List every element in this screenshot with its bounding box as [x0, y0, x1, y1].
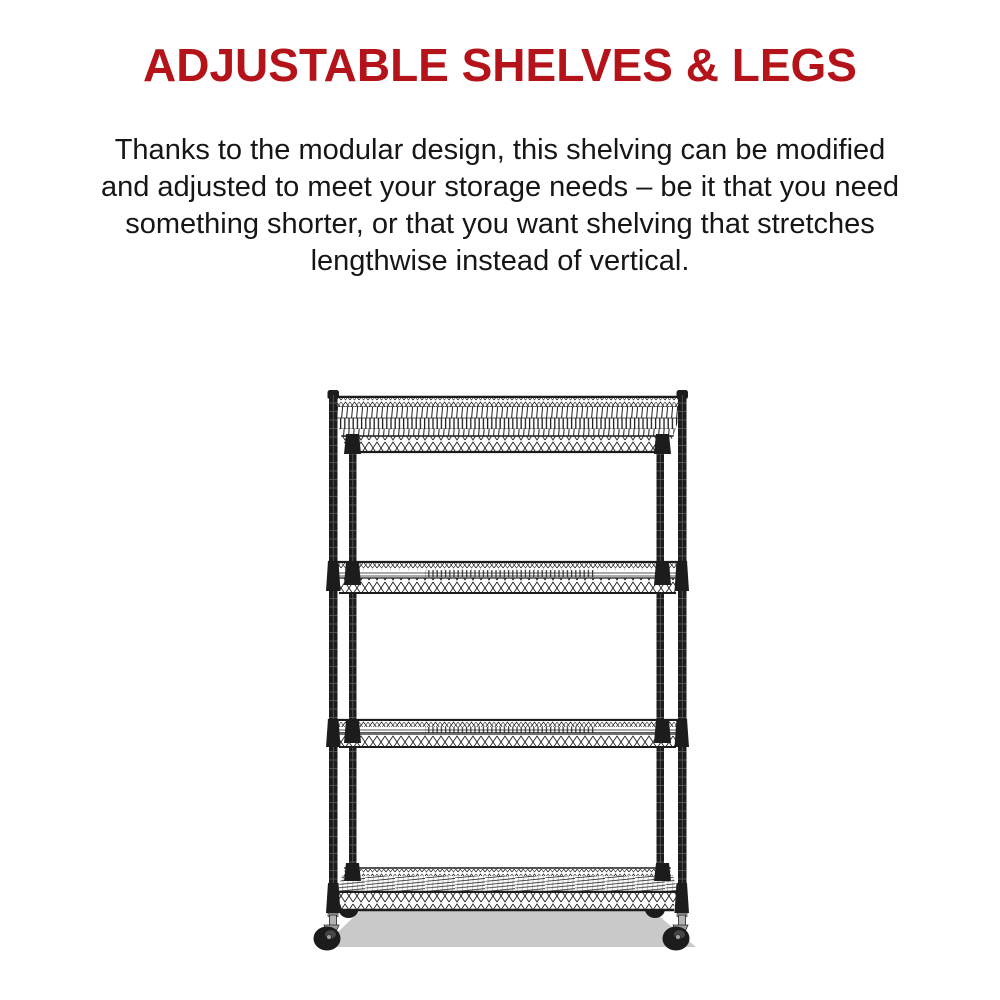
description-line-3: something shorter, or that you want shelving that stretches: [125, 208, 875, 240]
post-collar: [326, 719, 341, 747]
top-shelf: [329, 397, 686, 454]
description-line-4: lengthwise instead of vertical.: [310, 245, 690, 277]
front-post-right: [675, 390, 690, 913]
back-post-right: [657, 435, 665, 899]
description-paragraph: [0, 132, 1000, 280]
post-collar: [675, 883, 690, 913]
floor-shadow: [322, 911, 696, 947]
shelf-corner-sleeve: [654, 434, 671, 454]
front-post-left: [326, 390, 341, 913]
shelf-corner-sleeve: [654, 720, 671, 743]
middle-shelf-2: [329, 562, 686, 593]
description-line-2: and adjusted to meet your storage needs – be it that you need: [100, 171, 900, 203]
shelf-corner-sleeve: [344, 434, 361, 454]
post-collar: [326, 883, 341, 913]
shelf-corner-sleeve: [344, 863, 361, 881]
shelf-corner-sleeve: [344, 562, 361, 585]
middle-shelf-3: [329, 720, 686, 747]
product-illustration-shelving-unit: [305, 385, 705, 965]
bottom-shelf: [337, 863, 678, 910]
post-collar: [326, 561, 341, 591]
shelf-corner-sleeve: [344, 720, 361, 743]
post-collar: [675, 561, 690, 591]
back-post-left: [349, 435, 357, 899]
front-caster-right: [663, 913, 690, 951]
shelf-corner-sleeve: [654, 562, 671, 585]
front-caster-left: [314, 913, 341, 951]
post-collar: [675, 719, 690, 747]
shelf-corner-sleeve: [654, 863, 671, 881]
page-title: ADJUSTABLE SHELVES & LEGS: [143, 39, 857, 91]
description-line-1: Thanks to the modular design, this shelving can be modified: [114, 134, 886, 166]
